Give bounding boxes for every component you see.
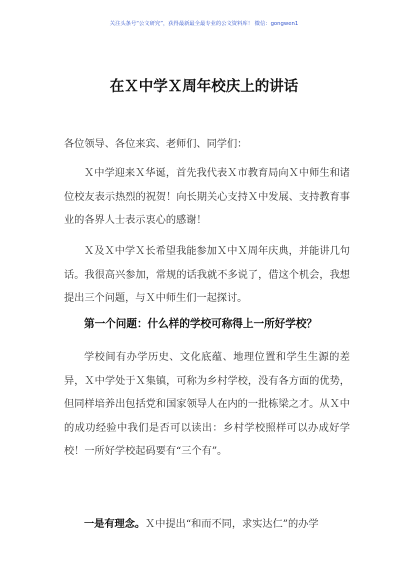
body-paragraph-4 [64, 513, 350, 537]
promo-banner[interactable]: 关注头条号“公文研究”，获得最新最全最专业的公文资料库！ 微信：gongwen1 [109, 21, 299, 27]
body-paragraph-3: 学校间有办学历史、文化底蕴、地理位置和学生生源的差异，Ｘ中学处于Ｘ集镇，可称为乡村学校，没有各方面的优势，但同样培养出包括党和国家领导人在内的一批栋梁之才。从Ｘ中的成功经验中我们是否可以读出：乡村学校照样可以办成好学校！一所好学校起码要有“三个有”。 [64, 352, 350, 458]
paragraph-lead-phrase: 一是有理念。 [84, 519, 146, 530]
paragraph-4-text: Ｘ中提出“和而不同，求实达仁”的办学 [145, 519, 319, 530]
document-title: 在Ｘ中学Ｘ周年校庆上的讲话 [109, 79, 299, 95]
section-heading-1: 第一个问题：什么样的学校可称得上一所好学校？ [84, 318, 318, 330]
body-paragraph-2: Ｘ及Ｘ中学Ｘ长希望我能参加Ｘ中Ｘ周年庆典，并能讲几句话。我很高兴参加，常规的话我就不多说了，借这个机会，我想提出三个问题，与Ｘ中师生们一起探讨。 [64, 246, 350, 305]
greeting-paragraph: 各位领导、各位来宾、老师们、同学们： [64, 139, 248, 150]
body-paragraph-1: Ｘ中学迎来Ｘ华诞，首先我代表Ｘ市教育局向Ｘ中师生和诸位校友表示热烈的祝贺！向长期关心支持Ｘ中发展、支持教育事业的各界人士表示衷心的感谢！ [64, 168, 350, 227]
